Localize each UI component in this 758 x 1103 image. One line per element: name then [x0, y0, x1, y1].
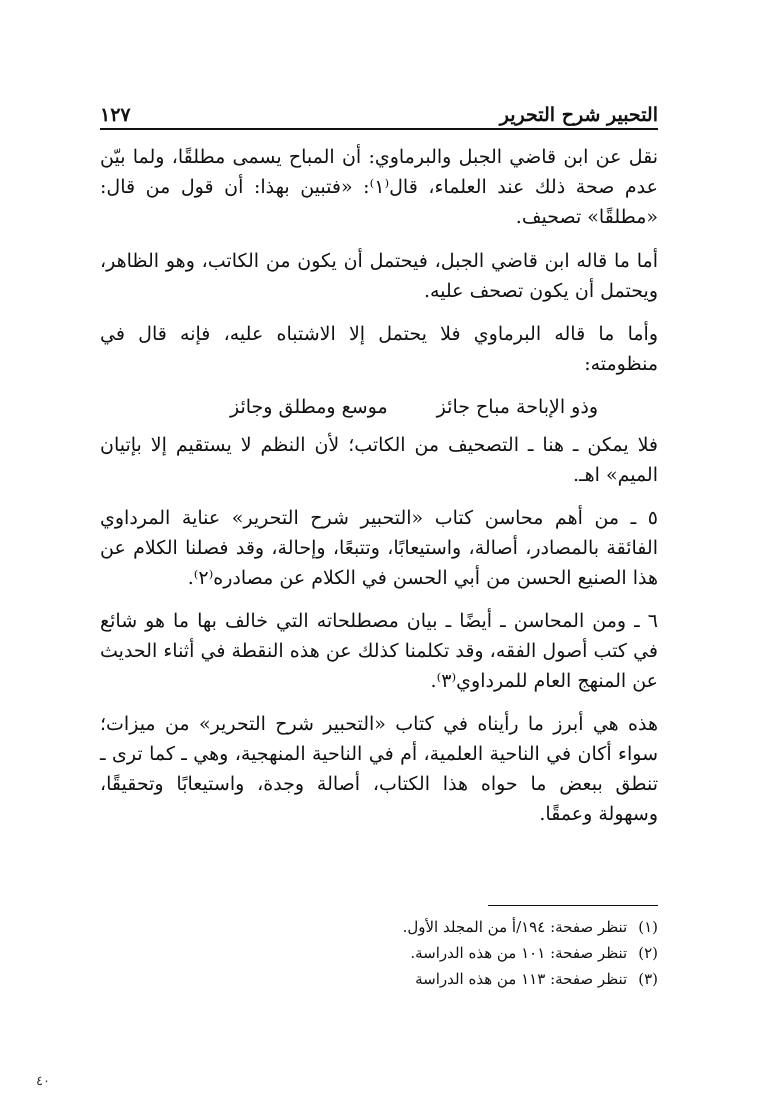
corner-mark: ٤٠	[36, 1074, 50, 1089]
running-header	[100, 92, 658, 130]
footnote-text: تنظر صفحة: ١٠١ من هذه الدراسة.	[410, 944, 628, 962]
footnote-2	[100, 940, 658, 966]
footnote-3	[100, 966, 658, 992]
paragraph-7: هذه هي أبرز ما رأيناه في كتاب «التحبير شرح التحرير» من ميزات؛ سواء أكان في الناحية العلمية، أم في الناحية المنهجية، وهي ـ كما ترى ـ تنطق ببعض ما حواه هذا الكتاب، أصالة وجدة، واستيعابًا وتحقيقًا، وسهولة وعمقًا.	[100, 713, 658, 825]
paragraph-1: نقل عن ابن قاضي الجبل والبرماوي: أن المباح يسمى مطلقًا، ولما بيّن عدم صحة ذلك عند العلماء، قال⁽١⁾: «فتبين بهذا: أن قول من قال: «مطلقًا» تصحيف.	[100, 146, 658, 228]
footnote-number: (١)	[638, 918, 658, 936]
verse-second-hemistich: موسع ومطلق وجائز	[230, 396, 388, 418]
verse-first-hemistich: وذو الإباحة مباح جائز	[436, 396, 598, 418]
footnote-divider	[488, 905, 658, 906]
paragraph-6: ٦ ـ ومن المحاسن ـ أيضًا ـ بيان مصطلحاته التي خالف بها ما هو شائع في كتب أصول الفقه، وقد تكلمنا كذلك عن هذه النقطة في أثناء الحديث عن المنهج العام للمرداوي⁽٣⁾.	[100, 610, 658, 692]
paragraph-2: أما ما قاله ابن قاضي الجبل، فيحتمل أن يكون من الكاتب، وهو الظاهر، ويحتمل أن يكون تصحف عليه.	[100, 250, 658, 302]
page-number: ١٢٧	[100, 104, 131, 126]
paragraph-4: فلا يمكن ـ هنا ـ التصحيف من الكاتب؛ لأن النظم لا يستقيم إلا بإتيان الميم» اهـ.	[100, 434, 658, 486]
paragraph-5: ٥ ـ من أهم محاسن كتاب «التحبير شرح التحرير» عناية المرداوي الفائقة بالمصادر، أصالة، واستيعابًا، وتتبعًا، وإحالة، وقد فصلنا الكلام عن هذا الصنيع الحسن من أبي الحسن في الكلام عن مصادره⁽٢⁾.	[100, 507, 658, 589]
footnote-1	[100, 914, 658, 940]
footnote-text: تنظر صفحة: ١٩٤/أ من المجلد الأول.	[402, 918, 628, 936]
paragraph-3: وأما ما قاله البرماوي فلا يحتمل إلا الاشتباه عليه، فإنه قال في منظومته:	[100, 323, 658, 375]
footnotes	[100, 905, 658, 992]
footnote-number: (٢)	[638, 944, 658, 962]
footnote-number: (٣)	[638, 970, 658, 988]
footnote-text: تنظر صفحة: ١١٣ من هذه الدراسة	[415, 970, 628, 988]
header-title: التحبير شرح التحرير	[499, 104, 658, 126]
poem-verse	[100, 392, 658, 422]
body-text	[100, 142, 658, 842]
